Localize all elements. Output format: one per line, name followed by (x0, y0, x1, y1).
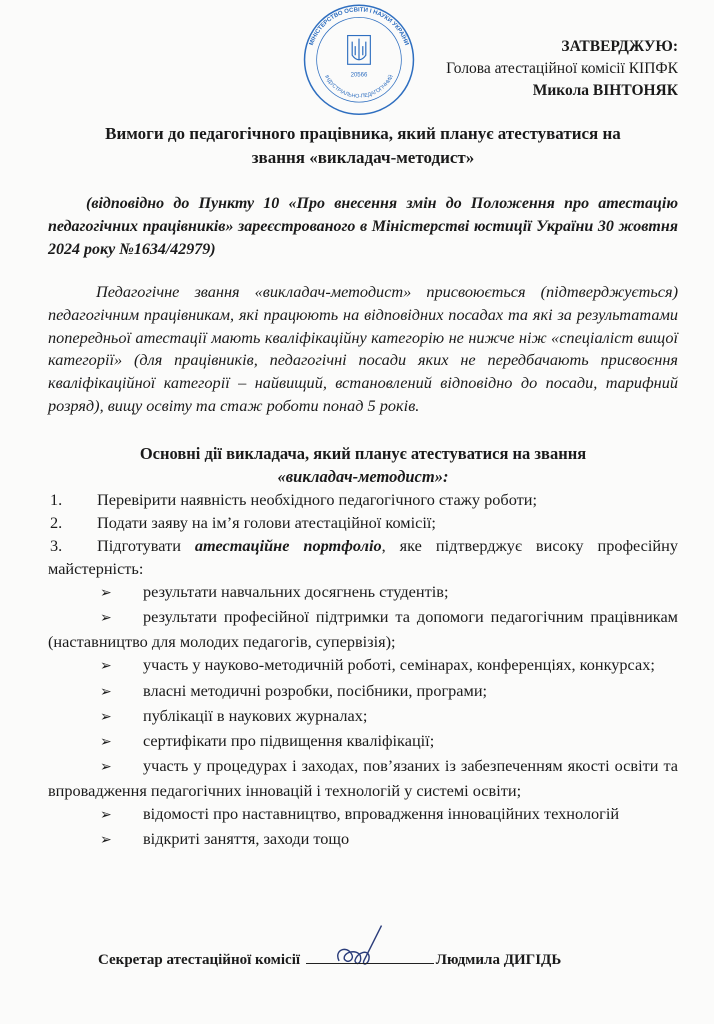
intro-paragraph: Педагогічне звання «викладач-методист» присвоюється (підтверджується) педагогічним працівникам, які працюють на відповідних посадах та які за результатами попередньої атестації мають кваліфікаційну категорію не нижче ніж «спеціаліст вищої категорії» (для працівників, педагогічні посади яких не передбачають присвоєння кваліфікаційної категорії – найвищий, встановлений відповідно до посади, тарифний розряд), вищу освіту та стаж роботи понад 5 років. (48, 282, 678, 415)
portfolio-item (48, 605, 678, 653)
step-text: Подати заяву на ім’я голови атестаційної комісії; (97, 512, 436, 532)
secretary-signature-line (98, 952, 561, 969)
portfolio-item-text: власні методичні розробки, посібники, програми; (143, 680, 488, 700)
document-body (0, 122, 714, 982)
arrow-bullet-icon: ➢ (100, 684, 112, 700)
step-text-before: Підготувати (97, 535, 195, 555)
header (0, 0, 714, 118)
portfolio-item (48, 802, 678, 827)
step-number: 3. (50, 535, 63, 555)
section-heading-line-2: «викладач-методист»: (277, 466, 449, 486)
step-item (48, 511, 678, 534)
section-heading-line-1: Основні дії викладача, який планує атестуватися на звання (139, 443, 587, 463)
section-heading (48, 442, 678, 488)
portfolio-item (48, 754, 678, 802)
arrow-bullet-icon: ➢ (100, 659, 112, 675)
portfolio-item-text: результати навчальних досягнень студентів; (143, 582, 449, 602)
step-number: 2. (50, 512, 63, 532)
portfolio-item-text: публікації в наукових журналах; (143, 705, 368, 725)
signature-underline (306, 962, 434, 964)
steps-list (48, 488, 678, 852)
arrow-bullet-icon: ➢ (100, 759, 112, 775)
portfolio-item (48, 679, 678, 704)
trident-icon (348, 36, 371, 65)
stamp-inner-text: ІНДУСТРІАЛЬНО-ПЕДАГОГІЧНИЙ (323, 74, 395, 100)
portfolio-item (48, 580, 678, 605)
step-item (48, 534, 678, 580)
step-text-after: , яке підтверджує високу професійну майстерність: (48, 535, 678, 579)
official-stamp (300, 2, 418, 116)
arrow-bullet-icon: ➢ (100, 611, 112, 627)
portfolio-item (48, 827, 678, 852)
stamp-code: 20566 (350, 72, 368, 79)
arrow-bullet-icon: ➢ (100, 586, 112, 602)
portfolio-item (48, 704, 678, 729)
portfolio-item-text: відомості про наставництво, впровадження інноваційних технологій (143, 804, 620, 823)
arrow-bullet-icon: ➢ (100, 734, 112, 750)
step-number: 1. (50, 489, 63, 509)
portfolio-item-text: результати професійної підтримки та допомоги педагогічним працівникам (наставництво для молодих педагогів, супервізія); (48, 607, 678, 652)
portfolio-emphasis: атестаційне портфоліо (194, 535, 382, 555)
title-line-2: звання «викладач-методист» (251, 148, 475, 167)
step-text: Перевірити наявність необхідного педагогічного стажу роботи; (97, 489, 537, 509)
arrow-bullet-icon: ➢ (100, 808, 112, 823)
secretary-name: Людмила ДИГІДЬ (435, 952, 562, 969)
arrow-bullet-icon: ➢ (100, 833, 112, 849)
approval-name: Микола ВІНТОНЯК (532, 82, 678, 99)
portfolio-item-text: відкриті заняття, заходи тощо (143, 829, 350, 849)
title-line-1: Вимоги до педагогічного працівника, який планує атестуватися на (105, 124, 621, 143)
signature-area (48, 922, 678, 982)
document-title (48, 122, 678, 170)
stamp-outer-text: МІНІСТЕРСТВО ОСВІТИ І НАУКИ УКРАЇНИ (308, 7, 410, 47)
arrow-bullet-icon: ➢ (100, 709, 112, 725)
portfolio-item-text: участь у процедурах і заходах, пов’язаних із забезпеченням якості освіти та впровадження педагогічних інновацій і технологій у системі освіти; (48, 755, 678, 800)
portfolio-items-list (48, 580, 678, 852)
portfolio-item-text: участь у науково-методичній роботі, семінарах, конференціях, конкурсах; (143, 655, 655, 675)
approval-block (428, 36, 678, 102)
portfolio-item-text: сертифікати про підвищення кваліфікації; (143, 730, 435, 750)
legal-reference: (відповідно до Пункту 10 «Про внесення змін до Положення про атестацію педагогічних працівників» зареєстрованого в Міністерстві юстиції України 30 жовтня 2024 року №1634/42979) (48, 195, 678, 258)
portfolio-item (48, 653, 678, 678)
secretary-position: Секретар атестаційної комісії (98, 952, 301, 969)
step-item (48, 488, 678, 511)
approval-heading: ЗАТВЕРДЖУЮ: (561, 38, 678, 55)
approval-position: Голова атестаційної комісії КІПФК (446, 60, 678, 77)
portfolio-item (48, 729, 678, 754)
